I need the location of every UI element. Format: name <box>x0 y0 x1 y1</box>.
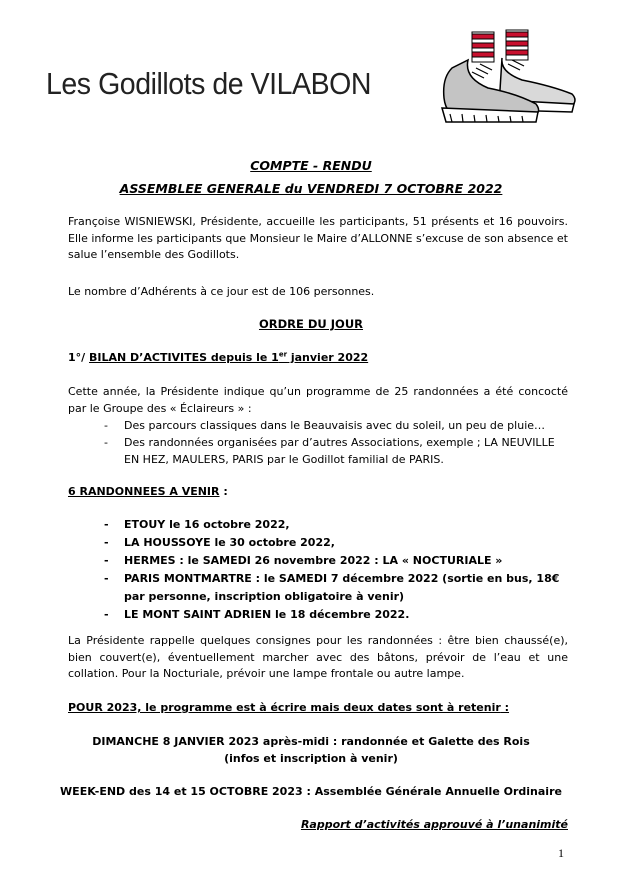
agenda-title: ORDRE DU JOUR <box>258 317 364 331</box>
list-item: - ETOUY le 16 octobre 2022, <box>104 518 290 531</box>
walking-shoes-icon <box>432 28 582 126</box>
list-item: - Des randonnées organisées par d’autres Associations, exemple ; LA NEUVILLE EN HEZ, MAULERS, PARIS par le Godillot familial de PARIS. <box>104 436 555 466</box>
report-title: COMPTE - RENDU <box>250 158 372 173</box>
members-count: Le nombre d’Adhérents à ce jour est de 106 personnes. <box>68 285 375 298</box>
instructions-paragraph: La Présidente rappelle quelques consignes pour les randonnées : être bien chaussé(e), bien couvert(e), éventuellement marcher avec des bâtons, prévoir de l’eau et une collation. Pour la Nocturiale, prévoir une lampe frontale ou autre lampe. <box>68 634 568 680</box>
approval-note: Rapport d’activités approuvé à l’unanimité <box>300 818 568 831</box>
meeting-title: ASSEMBLEE GENERALE du VENDREDI 7 OCTOBRE 2022 <box>119 181 503 196</box>
activities-list <box>104 417 568 468</box>
list-item: - PARIS MONTMARTRE : le SAMEDI 7 décembre 2022 (sortie en bus, 18€ par personne, inscription obligatoire à venir) <box>104 572 560 603</box>
list-item: - Des parcours classiques dans le Beauvaisis avec du soleil, un peu de pluie… <box>104 419 546 432</box>
list-item: - LA HOUSSOYE le 30 octobre 2022, <box>104 536 335 549</box>
section1-text: Cette année, la Présidente indique qu’un programme de 25 randonnées a été concocté par le Groupe des « Éclaireurs » : <box>68 385 568 415</box>
page-number: 1 <box>558 846 564 860</box>
list-item: - HERMES : le SAMEDI 26 novembre 2022 : LA « NOCTURIALE » <box>104 554 503 567</box>
club-name: Les Godillots de VILABON <box>46 66 372 101</box>
intro-paragraph: Françoise WISNIEWSKI, Présidente, accueille les participants, 51 présents et 16 pouvoirs. Elle informe les participants que Monsieur le Maire d’ALLONNE s’excuse de son absence et salue l’ensemble des Godillots. <box>68 215 568 261</box>
section2-heading: 6 RANDONNEES A VENIR : <box>68 485 228 498</box>
event-assembly: WEEK-END des 14 et 15 OCTOBRE 2023 : Assemblée Générale Annuelle Ordinaire <box>60 785 562 798</box>
section1-title: BILAN D’ACTIVITES depuis le 1er janvier 2022 <box>89 350 369 364</box>
section1-heading <box>68 350 568 367</box>
event-galette: DIMANCHE 8 JANVIER 2023 après-midi : randonnée et Galette des Rois <box>92 735 530 748</box>
year2023-heading: POUR 2023, le programme est à écrire mais deux dates sont à retenir : <box>68 701 510 714</box>
upcoming-hikes-list <box>104 516 568 624</box>
event-galette-info: (infos et inscription à venir) <box>224 752 398 765</box>
section1-number: 1°/ <box>68 351 86 364</box>
list-item: - LE MONT SAINT ADRIEN le 18 décembre 2022. <box>104 608 410 621</box>
